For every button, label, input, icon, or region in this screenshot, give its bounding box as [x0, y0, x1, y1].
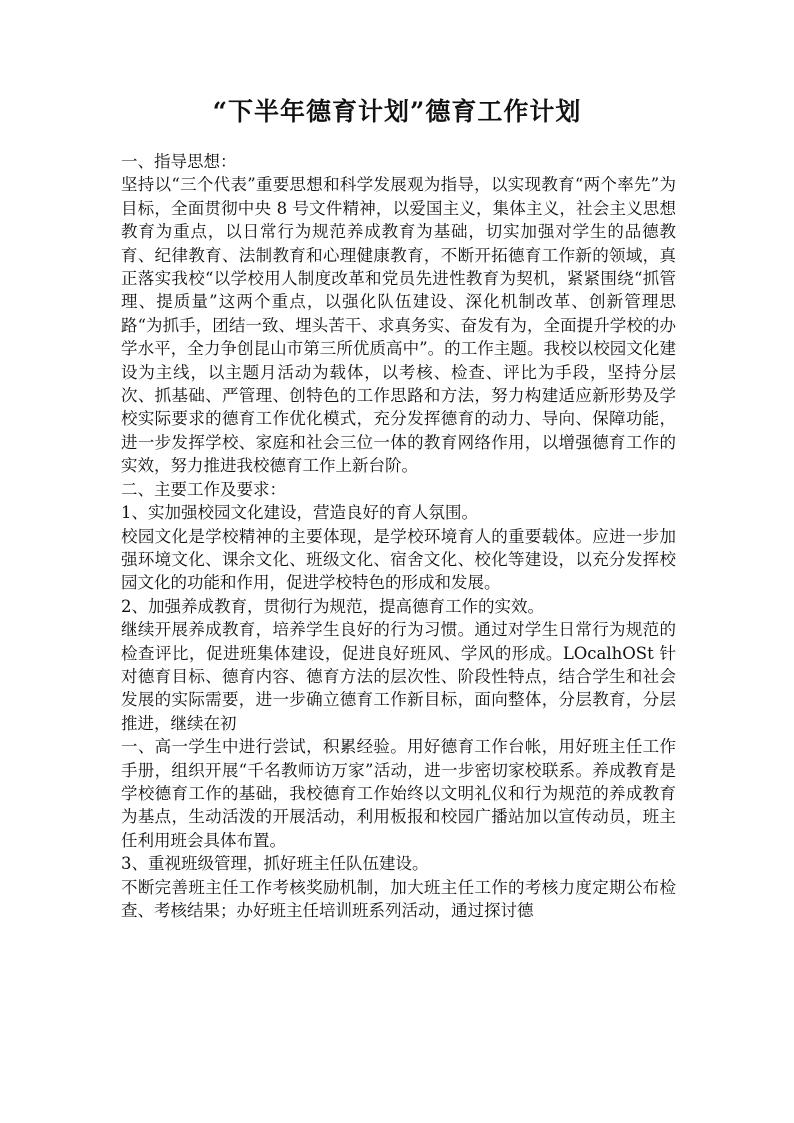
body-paragraph: 继续开展养成教育，培养学生良好的行为习惯。通过对学生日常行为规范的检查评比，促进班集体建设，促进良好班风、学风的形成。LOcalhOSt 针对德育目标、德育内容、德育方法的层次性、阶段性特点，结合学生和社会发展的实际需要，进一步确立德育工作新目标，面向整体，分层教育，分层推进，继续在初: [121, 620, 676, 733]
document-title: “下半年德育计划”德育工作计划: [212, 97, 582, 126]
body-paragraph: 坚持以“三个代表”重要思想和科学发展观为指导，以实现教育“两个率先”为目标，全面贯彻中央 8 号文件精神，以爱国主义，集体主义，社会主义思想教育为重点，以日常行为规范养成教育为基础，切实加强对学生的品德教育、纪律教育、法制教育和心理健康教育，不断开拓德育工作新的领域，真正落实我校“以学校用人制度改革和党员先进性教育为契机，紧紧围绕“抓管理、提质量”这两个重点，以强化队伍建设、深化机制改革、创新管理思路“为抓手，团结一致、埋头苦干、求真务实、奋发有为，全面提升学校的办学水平，全力争创昆山市第三所优质高中”。的工作主题。我校以校园文化建设为主线，以主题月活动为载体，以考核、检查、评比为手段，坚持分层次、抓基础、严管理、创特色的工作思路和方法，努力构建适应新形势及学校实际要求的德育工作优化模式，充分发挥德育的动力、导向、保障功能，进一步发挥学校、家庭和社会三位一体的教育网络作用，以增强德育工作的实效，努力推进我校德育工作上新台阶。: [121, 175, 676, 476]
subheading-campus-culture: 1、实加强校园文化建设，营造良好的育人氛围。: [121, 503, 478, 523]
subheading-habit-education: 2、加强养成教育，贯彻行为规范，提高德育工作的实效。: [121, 596, 544, 616]
section-heading-main-work: 二、主要工作及要求：: [121, 479, 286, 499]
body-paragraph: 校园文化是学校精神的主要体现，是学校环境育人的重要载体。应进一步加强环境文化、课余文化、班级文化、宿舍文化、校化等建设，以充分发挥校园文化的功能和作用，促进学校特色的形成和发展。: [121, 526, 676, 593]
document-body: [121, 150, 676, 922]
subheading-class-management: 3、重视班级管理，抓好班主任队伍建设。: [121, 854, 429, 874]
section-heading-guiding-thought: 一、指导思想：: [121, 152, 237, 171]
body-paragraph: 一、高一学生中进行尝试，积累经验。用好德育工作台帐，用好班主任工作手册，组织开展“千名教师访万家”活动，进一步密切家校联系。养成教育是学校德育工作的基础，我校德育工作始终以文明礼仪和行为规范的养成教育为基点，生动活泼的开展活动，利用板报和校园广播站加以宣传动员，班主任利用班会具体布置。: [121, 737, 676, 850]
body-paragraph: 不断完善班主任工作考核奖励机制，加大班主任工作的考核力度定期公布检查、考核结果；办好班主任培训班系列活动，通过探讨德: [121, 877, 676, 920]
